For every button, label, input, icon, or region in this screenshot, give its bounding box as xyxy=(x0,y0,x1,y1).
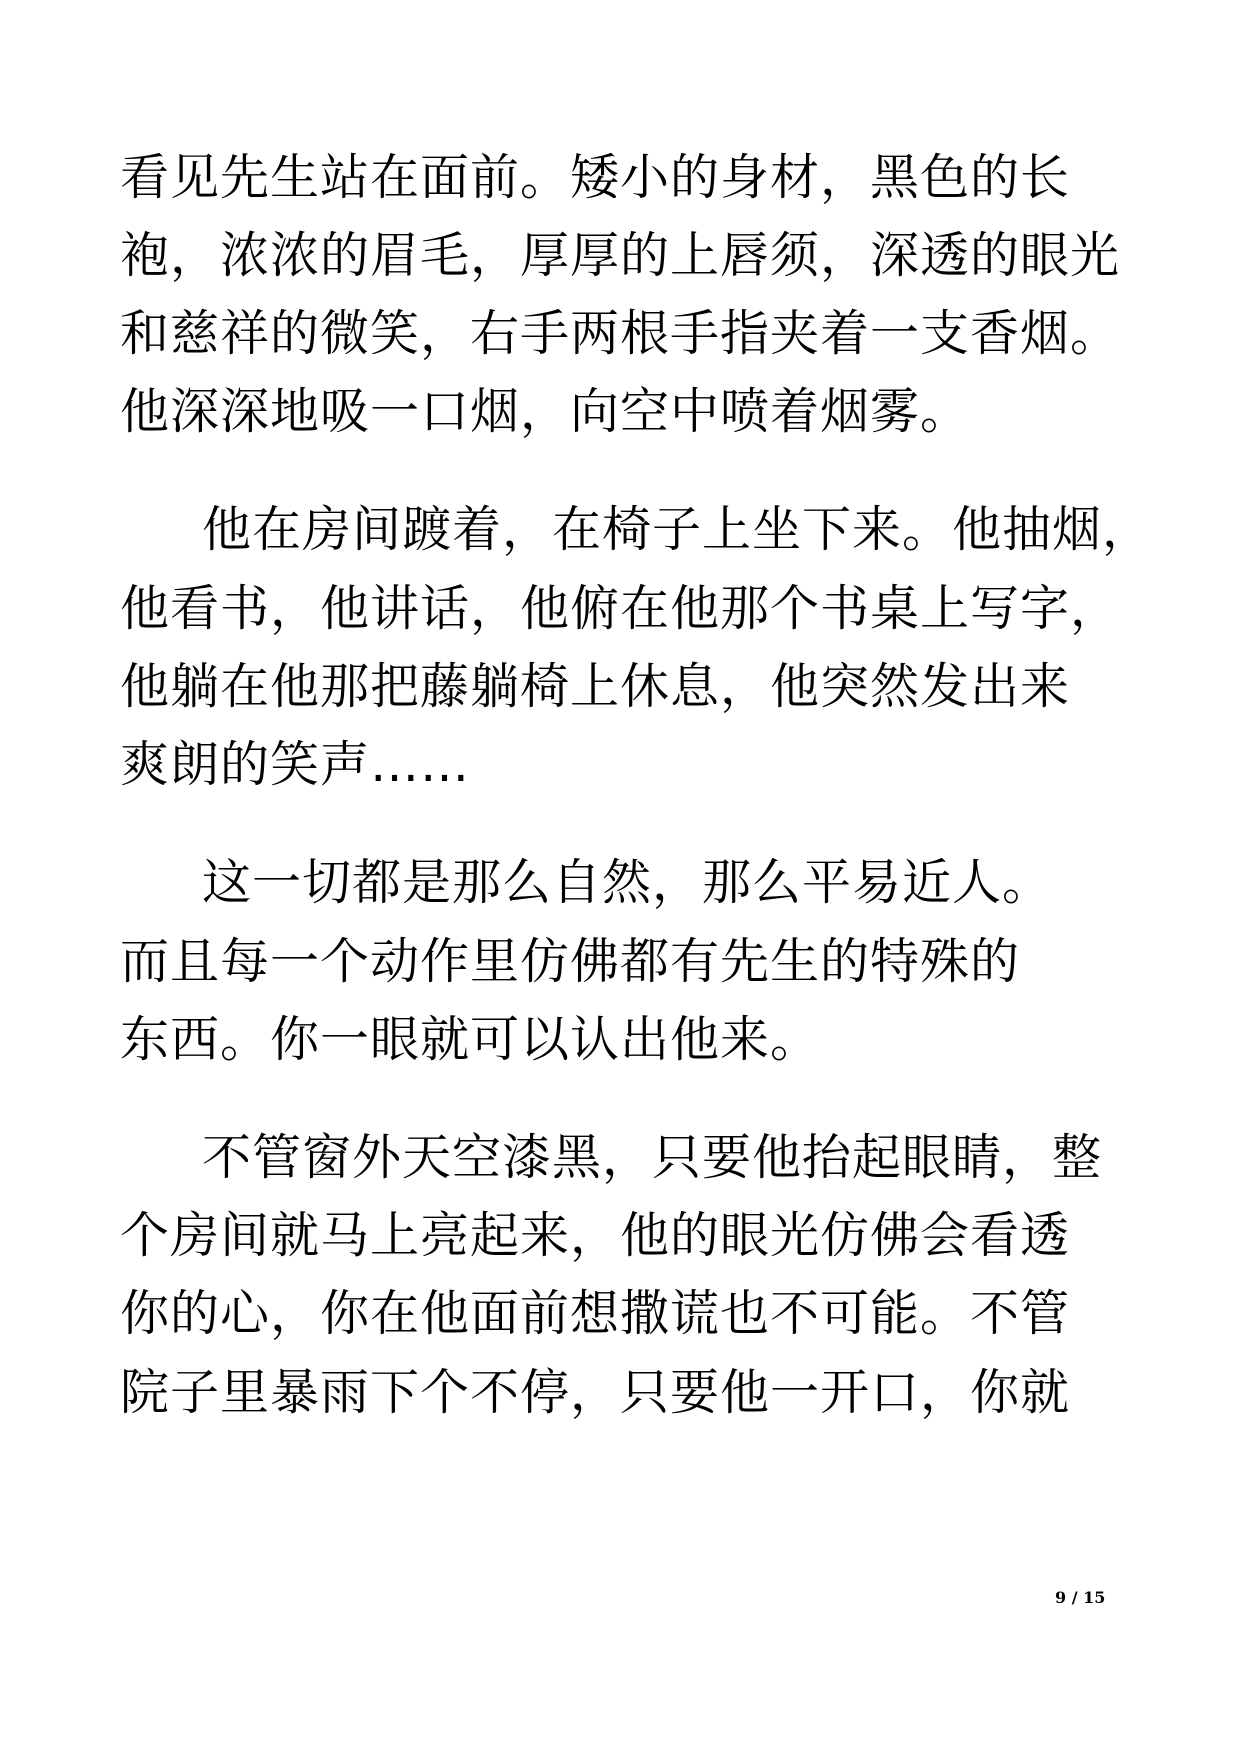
text-line: 和慈祥的微笑，右手两根手指夹着一支香烟。 xyxy=(120,305,1121,362)
paragraph-start-line: 不管窗外天空漆黑，只要他抬起眼睛，整 xyxy=(202,1129,1103,1186)
text-line: 而且每一个动作里仿佛都有先生的特殊的 xyxy=(120,933,1021,990)
text-line: 他看书，他讲话，他俯在他那个书桌上写字， xyxy=(120,580,1121,637)
text-line: 你的心，你在他面前想撒谎也不可能。不管 xyxy=(120,1285,1071,1342)
text-line: 他深深地吸一口烟，向空中喷着烟雾。 xyxy=(120,383,971,440)
text-line: 爽朗的笑声…… xyxy=(120,736,471,793)
text-line: 东西。你一眼就可以认出他来。 xyxy=(120,1011,821,1068)
text-line: 袍，浓浓的眉毛，厚厚的上唇须，深透的眼光 xyxy=(120,227,1121,284)
text-line: 看见先生站在面前。矮小的身材，黑色的长 xyxy=(120,149,1071,206)
paragraph-start-line: 这一切都是那么自然，那么平易近人。 xyxy=(202,854,1053,911)
page-number: 9 / 15 xyxy=(1055,1588,1106,1607)
text-line: 院子里暴雨下个不停，只要他一开口，你就 xyxy=(120,1364,1071,1421)
text-line: 个房间就马上亮起来，他的眼光仿佛会看透 xyxy=(120,1207,1071,1264)
text-line: 他躺在他那把藤躺椅上休息，他突然发出来 xyxy=(120,658,1071,715)
paragraph-start-line: 他在房间踱着，在椅子上坐下来。他抽烟， xyxy=(202,501,1153,558)
